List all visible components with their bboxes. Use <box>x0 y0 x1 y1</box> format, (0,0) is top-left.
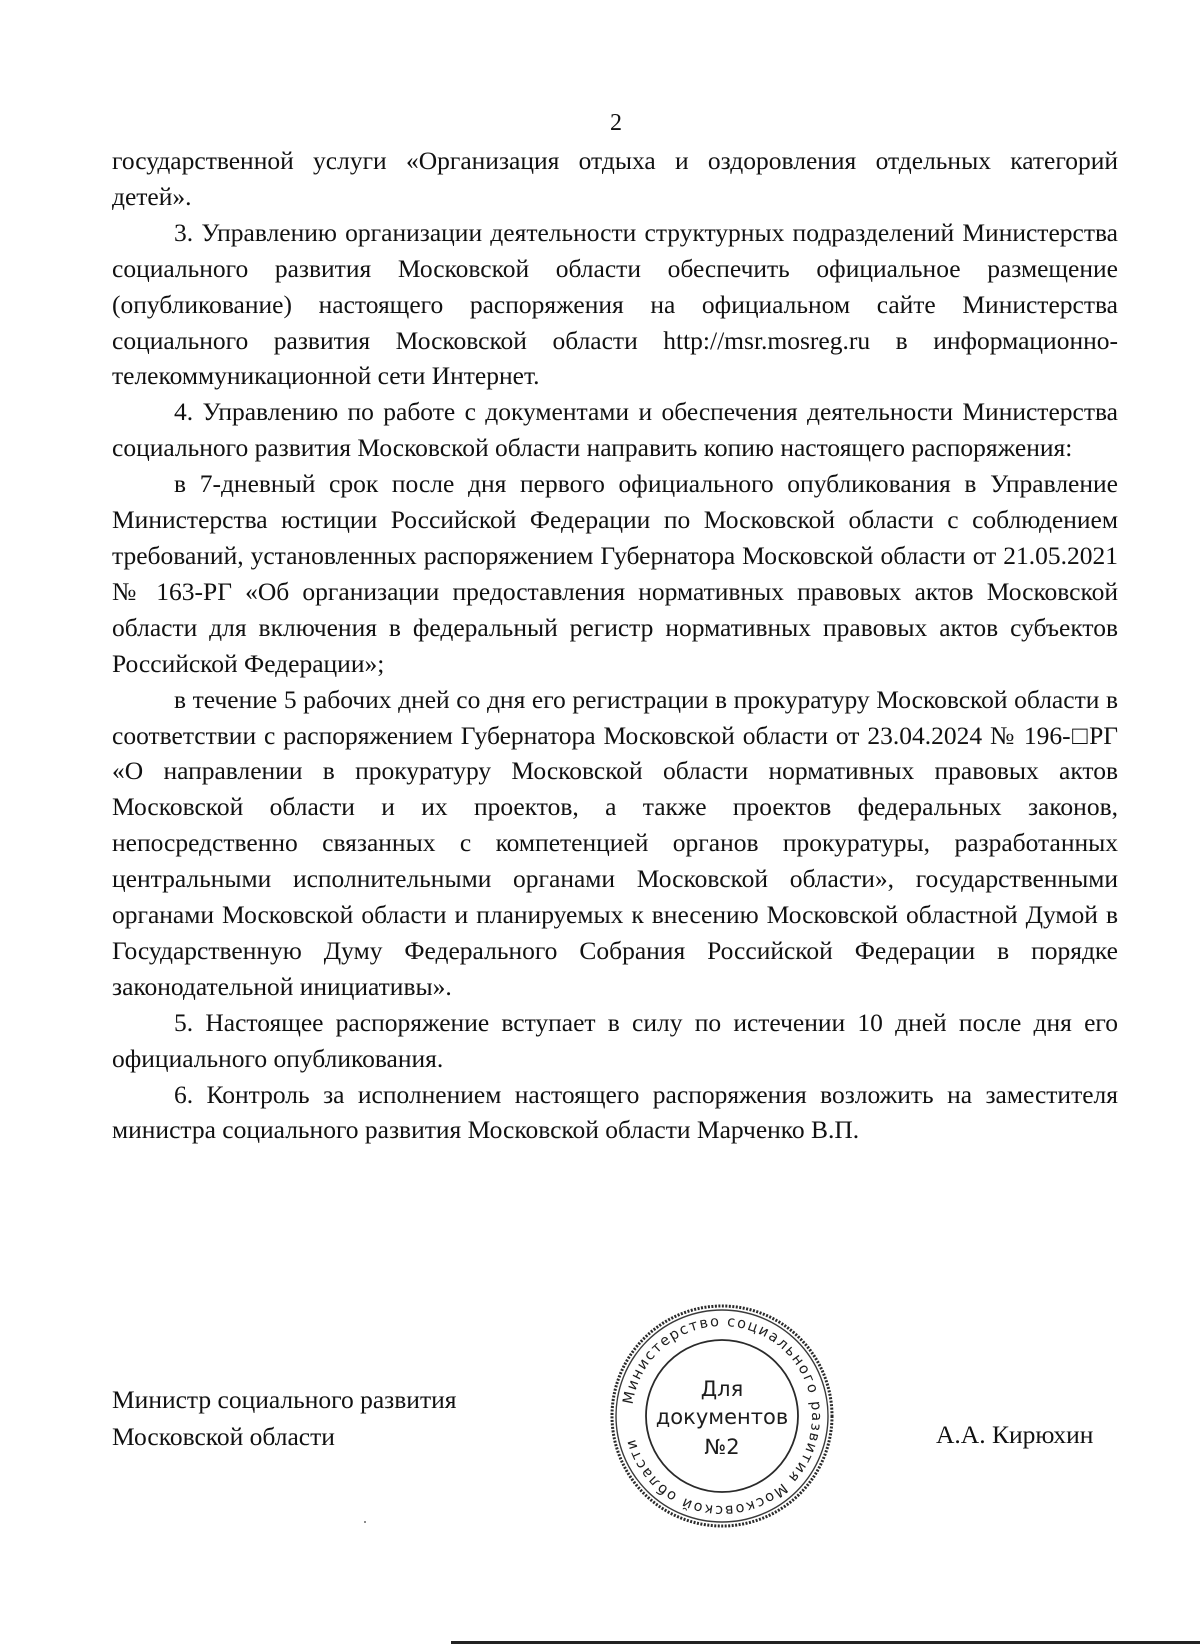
signer-position <box>112 1381 456 1455</box>
signer-position-line1: Министр социального развития <box>112 1385 457 1414</box>
paragraph-subitem-ministry-of-justice: в 7-дневный срок после дня первого официального опубликования в Управление Министерства юстиции Российской Федерации по Московской области с соблюдением требований, установленных распоряжением Губернатора Московской области от 21.05.2021 № 163-РГ «Об организации предоставления нормативных правовых актов Московской области для включения в федеральный регистр нормативных правовых актов субъектов Российской Федерации»; <box>112 469 1118 678</box>
paragraph-item-6: 6. Контроль за исполнением настоящего распоряжения возложить на заместителя министра социального развития Московской области Марченко В.П. <box>112 1079 1118 1145</box>
stamp-center-line3: №2 <box>704 1435 740 1459</box>
paragraph-item-4: 4. Управлению по работе с документами и обеспечения деятельности Министерства социального развития Московской области направить копию настоящего распоряжения: <box>112 397 1118 463</box>
paragraph-item-5: 5. Настоящее распоряжение вступает в силу по истечении 10 дней после дня его официального опубликования. <box>112 1007 1118 1073</box>
page-number: 2 <box>610 110 622 136</box>
stamp-center-line2: документов <box>655 1405 789 1429</box>
paragraph-subitem-prosecutor-office: в течение 5 рабочих дней со дня его регистрации в прокуратуру Московской области в соответствии с распоряжением Губернатора Московской области от 23.04.2024 № 196-□РГ «О направлении в прокуратуру Московской области нормативных правовых актов Московской области и их проектов, а также проектов федеральных законов, непосредственно связанных с компетенцией органов прокуратуры, разработанных центральными исполнительными органами Московской области», государственными органами Московской области и планируемых к внесению Московской областной Думой в Государственную Думу Федерального Собрания Российской Федерации в порядке законодательной инициативы». <box>112 684 1118 1001</box>
stamp-ring-text: Министерство социального развития Московской области <box>620 1313 825 1519</box>
scan-speck <box>364 1521 366 1523</box>
document-body <box>112 143 1118 1148</box>
stamp-center-line1: Для <box>700 1377 744 1401</box>
paragraph-item-3: 3. Управлению организации деятельности структурных подразделений Министерства социального развития Московской области обеспечить официальное размещение (опубликование) настоящего распоряжения на официальном сайте Министерства социального развития Московской области http://msr.mosreg.ru в информационно-телекоммуникационной сети Интернет. <box>112 217 1118 391</box>
paragraph-continuation: государственной услуги «Организация отдыха и оздоровления отдельных категорий детей». <box>112 146 1118 211</box>
scan-bottom-edge-line <box>451 1641 1200 1644</box>
official-stamp <box>606 1300 838 1532</box>
signer-position-line2: Московской области <box>112 1422 335 1451</box>
stamp-graphic <box>606 1300 838 1532</box>
signer-name: А.А. Кирюхин <box>936 1420 1094 1449</box>
